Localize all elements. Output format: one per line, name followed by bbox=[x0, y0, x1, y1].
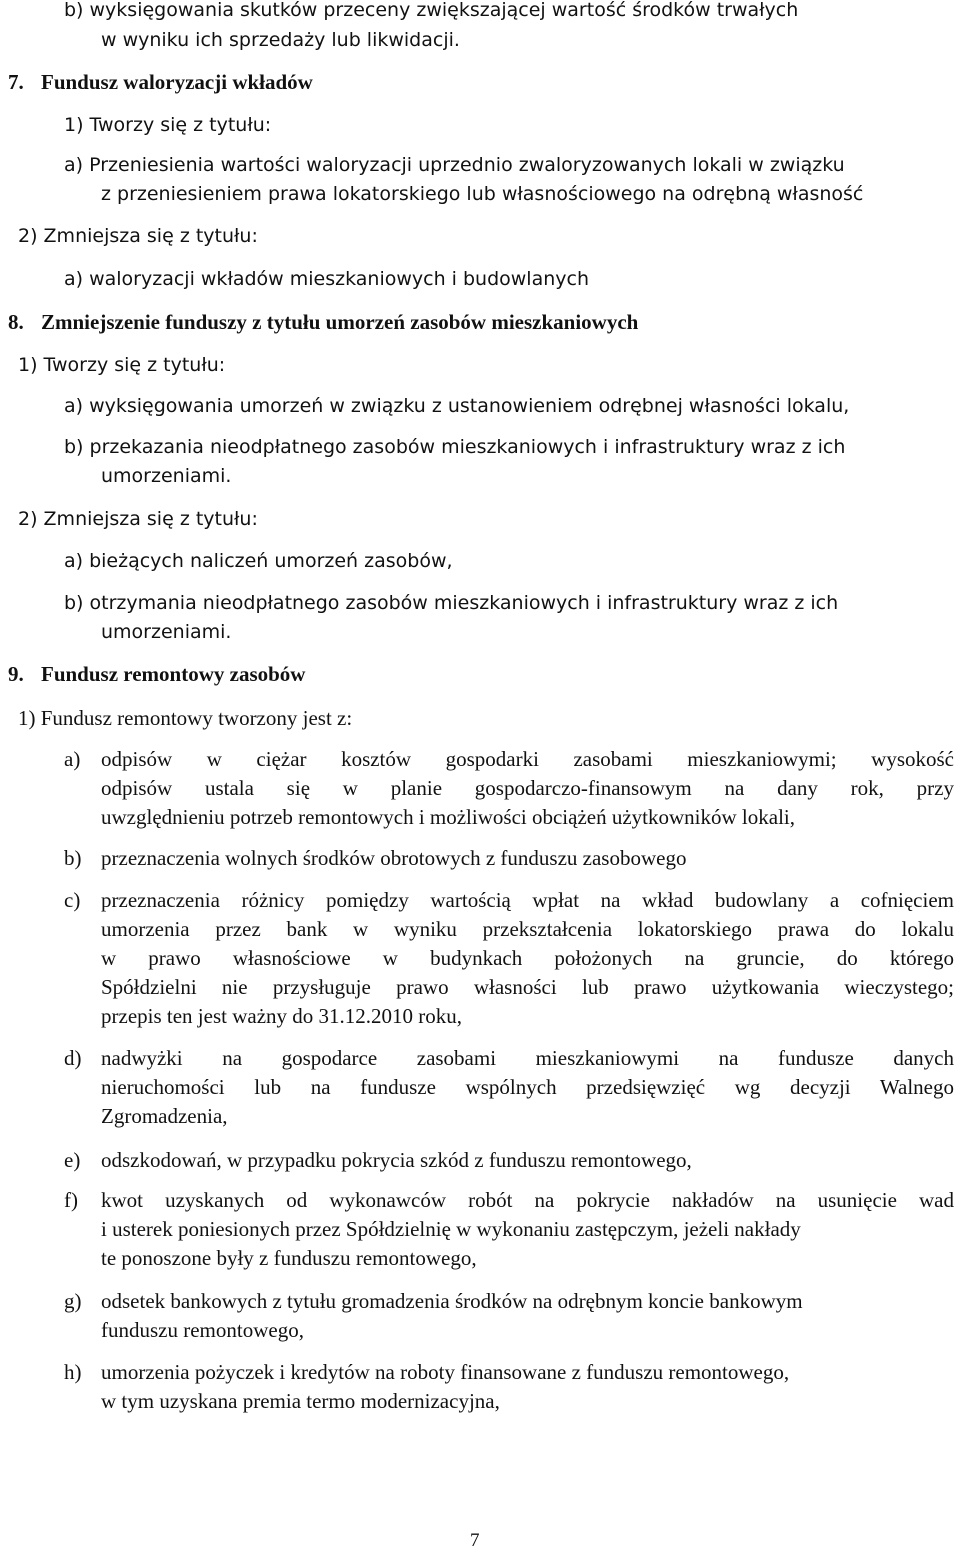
list-item-continuation: Zgromadzenia, bbox=[101, 1104, 228, 1128]
list-item: a) bieżących naliczeń umorzeń zasobów, bbox=[64, 550, 453, 572]
list-item-continuation: funduszu remontowego, bbox=[101, 1318, 304, 1342]
list-item: odsetek bankowych z tytułu gromadzenia środków na odrębnym koncie bankowym bbox=[101, 1289, 803, 1313]
list-label: f) bbox=[64, 1188, 78, 1212]
list-item: b) otrzymania nieodpłatnego zasobów mieszkaniowych i infrastruktury wraz z ich bbox=[64, 592, 839, 614]
list-item: odszkodowań, w przypadku pokrycia szkód z funduszu remontowego, bbox=[101, 1148, 692, 1172]
section-number: 9. bbox=[8, 662, 24, 686]
list-item: b) przekazania nieodpłatnego zasobów mieszkaniowych i infrastruktury wraz z ich bbox=[64, 436, 846, 458]
list-label: c) bbox=[64, 888, 81, 912]
list-item: nadwyżki na gospodarce zasobami mieszkaniowymi na fundusze danych bbox=[101, 1046, 954, 1070]
paragraph-line: b) wyksięgowania skutków przeceny zwiększającej wartość środków trwałych bbox=[64, 0, 799, 21]
subsection-heading: 1) Tworzy się z tytułu: bbox=[18, 354, 226, 376]
list-item-continuation: i usterek poniesionych przez Spółdzielnię w wykonaniu zastępczym, jeżeli nakłady bbox=[101, 1217, 801, 1241]
list-item: a) Przeniesienia wartości waloryzacji uprzednio zwaloryzowanych lokali w związku bbox=[64, 154, 845, 176]
list-item-continuation: z przeniesieniem prawa lokatorskiego lub własnościowego na odrębną własność bbox=[101, 183, 864, 205]
subsection-heading: 2) Zmniejsza się z tytułu: bbox=[18, 508, 258, 530]
list-item: a) wyksięgowania umorzeń w związku z ustanowieniem odrębnej własności lokalu, bbox=[64, 395, 850, 417]
page-number: 7 bbox=[470, 1530, 480, 1551]
subsection-heading: 1) Tworzy się z tytułu: bbox=[64, 114, 272, 136]
list-label: b) bbox=[64, 846, 82, 870]
list-label: d) bbox=[64, 1046, 82, 1070]
list-item: umorzenia pożyczek i kredytów na roboty finansowane z funduszu remontowego, bbox=[101, 1360, 790, 1384]
section-number: 8. bbox=[8, 310, 24, 334]
section-heading: Zmniejszenie funduszy z tytułu umorzeń zasobów mieszkaniowych bbox=[41, 310, 639, 334]
list-item: przeznaczenia różnicy pomiędzy wartością wpłat na wkład budowlany a cofnięciem bbox=[101, 888, 954, 912]
subsection-heading: 1) Fundusz remontowy tworzony jest z: bbox=[18, 706, 353, 730]
list-item-continuation: w tym uzyskana premia termo modernizacyjna, bbox=[101, 1389, 500, 1413]
list-label: e) bbox=[64, 1148, 81, 1172]
paragraph-line: w wyniku ich sprzedaży lub likwidacji. bbox=[101, 29, 460, 51]
list-item: przeznaczenia wolnych środków obrotowych z funduszu zasobowego bbox=[101, 846, 687, 870]
list-item-continuation: uwzględnieniu potrzeb remontowych i możliwości obciążeń użytkowników lokali, bbox=[101, 805, 795, 829]
section-heading: Fundusz waloryzacji wkładów bbox=[41, 70, 313, 94]
list-item-continuation: odpisów ustala się w planie gospodarczo-finansowym na dany rok, przy bbox=[101, 776, 954, 800]
list-item-continuation: Spółdzielni nie przysługuje prawo własności lub prawo użytkowania wieczystego; bbox=[101, 975, 954, 999]
list-label: h) bbox=[64, 1360, 82, 1384]
section-number: 7. bbox=[8, 70, 24, 94]
list-item: kwot uzyskanych od wykonawców robót na pokrycie nakładów na usunięcie wad bbox=[101, 1188, 954, 1212]
list-label: a) bbox=[64, 747, 81, 771]
list-item-continuation: te ponoszone były z funduszu remontowego, bbox=[101, 1246, 477, 1270]
section-heading: Fundusz remontowy zasobów bbox=[41, 662, 306, 686]
subsection-heading: 2) Zmniejsza się z tytułu: bbox=[18, 225, 258, 247]
list-item-continuation: umorzeniami. bbox=[101, 465, 232, 487]
list-item-continuation: w prawo własnościowe w budynkach położonych na gruncie, do którego bbox=[101, 946, 954, 970]
list-item: a) waloryzacji wkładów mieszkaniowych i budowlanych bbox=[64, 268, 590, 290]
list-item-continuation: przepis ten jest ważny do 31.12.2010 roku, bbox=[101, 1004, 463, 1028]
list-item-continuation: umorzeniami. bbox=[101, 621, 232, 643]
list-item-continuation: nieruchomości lub na fundusze wspólnych przedsięwzięć wg decyzji Walnego bbox=[101, 1075, 954, 1099]
list-item: odpisów w ciężar kosztów gospodarki zasobami mieszkaniowymi; wysokość bbox=[101, 747, 954, 771]
list-label: g) bbox=[64, 1289, 82, 1313]
list-item-continuation: umorzenia przez bank w wyniku przekształcenia lokatorskiego prawa do lokalu bbox=[101, 917, 954, 941]
